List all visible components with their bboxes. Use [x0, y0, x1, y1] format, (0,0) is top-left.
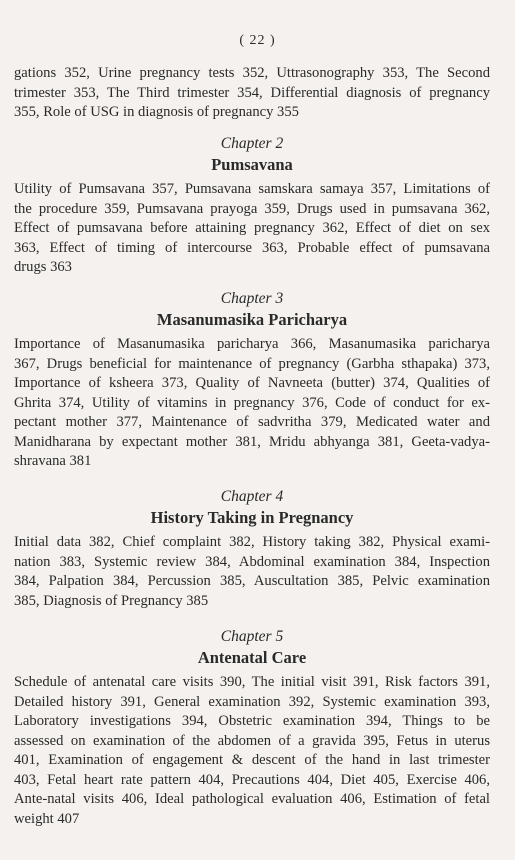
text-line: Importance of Masanumasika paricharya 366, Masanumasika paricharya [14, 336, 490, 352]
text-line: drugs 363 [14, 259, 72, 275]
text-line: 363, Effect of timing of intercourse 363, Probable effect of pumsavana [14, 239, 490, 256]
text-line: the procedure 359, Pumsavana prayoga 359, Drugs used in pumsavana 362, [14, 200, 490, 217]
text-line: Manidharana by expectant mother 381, Mridu abhyanga 381, Geeta-vadya- [14, 433, 490, 450]
text-line: 367, Drugs beneficial for maintenance of pregnancy (Garbha sthapaka) 373, [14, 355, 490, 372]
chapter-label: Chapter 4 [220, 488, 284, 505]
text-line: Detailed history 391, General examination 392, Systemic examination 393, [14, 693, 490, 710]
chapter-title: Masanumasika Paricharya [156, 310, 348, 329]
chapter-topics [14, 335, 490, 472]
text-line: weight 407 [14, 810, 80, 827]
text-line: 385, Diagnosis of Pregnancy 385 [14, 592, 209, 609]
chapter-title: Pumsavana [211, 155, 293, 174]
text-line: pectant mother 377, Maintenance of sadvritha 379, Medicated water and [14, 414, 490, 430]
intro-section [14, 64, 490, 123]
page-number: ( 22 ) [239, 33, 276, 48]
text-line: Effect of pumsavana before attaining pregnancy 362, Effect of diet on sex [14, 220, 490, 236]
text-line: 355, Role of USG in diagnosis of pregnancy 355 [14, 104, 299, 120]
text-line: gations 352, Urine pregnancy tests 352, Uttrasonography 353, The Second [14, 65, 490, 81]
chapter-3-section [14, 289, 490, 472]
chapter-2-section [14, 134, 490, 278]
chapter-title: Antenatal Care [197, 648, 307, 667]
chapter-5-section [14, 627, 490, 829]
chapter-topics [14, 180, 490, 278]
text-line: assessed on examination of the abdomen of a gravida 395, Fetus in uterus [14, 732, 490, 749]
chapter-label: Chapter 5 [220, 628, 284, 645]
text-line: trimester 353, The Third trimester 354, Differential diagnosis of pregnancy [14, 84, 490, 101]
text-line: Laboratory investigations 394, Obstetric examination 394, Things to be [14, 713, 490, 729]
text-line: Importance of ksheera 373, Quality of Navneeta (butter) 374, Qualities of [14, 375, 490, 391]
chapter-topics [14, 533, 490, 611]
chapter-topics [14, 673, 490, 829]
chapter-label: Chapter 2 [220, 135, 284, 152]
intro-paragraph [14, 64, 490, 123]
text-line: Utility of Pumsavana 357, Pumsavana samskara samaya 357, Limitations of [14, 181, 490, 197]
chapter-title: History Taking in Pregnancy [150, 508, 354, 527]
chapter-4-section [14, 487, 490, 611]
text-line: Ghrita 374, Utility of vitamins in pregnancy 376, Code of conduct for ex- [14, 394, 490, 411]
text-line: Ante-natal visits 406, Ideal pathological evaluation 406, Estimation of fetal [14, 791, 490, 807]
text-line: 401, Examination of engagement & descent of the hand in last trimester [14, 752, 490, 768]
chapter-label: Chapter 3 [220, 290, 284, 307]
text-line: Schedule of antenatal care visits 390, The initial visit 391, Risk factors 391, [14, 674, 490, 690]
text-line: shravana 381 [14, 453, 92, 469]
text-line: 384, Palpation 384, Percussion 385, Auscultation 385, Pelvic examination [14, 573, 490, 589]
text-line: Initial data 382, Chief complaint 382, History taking 382, Physical exami- [14, 534, 490, 550]
text-line: nation 383, Systemic review 384, Abdominal examination 384, Inspection [14, 553, 490, 570]
text-line: 403, Fetal heart rate pattern 404, Precautions 404, Diet 405, Exercise 406, [14, 771, 490, 788]
